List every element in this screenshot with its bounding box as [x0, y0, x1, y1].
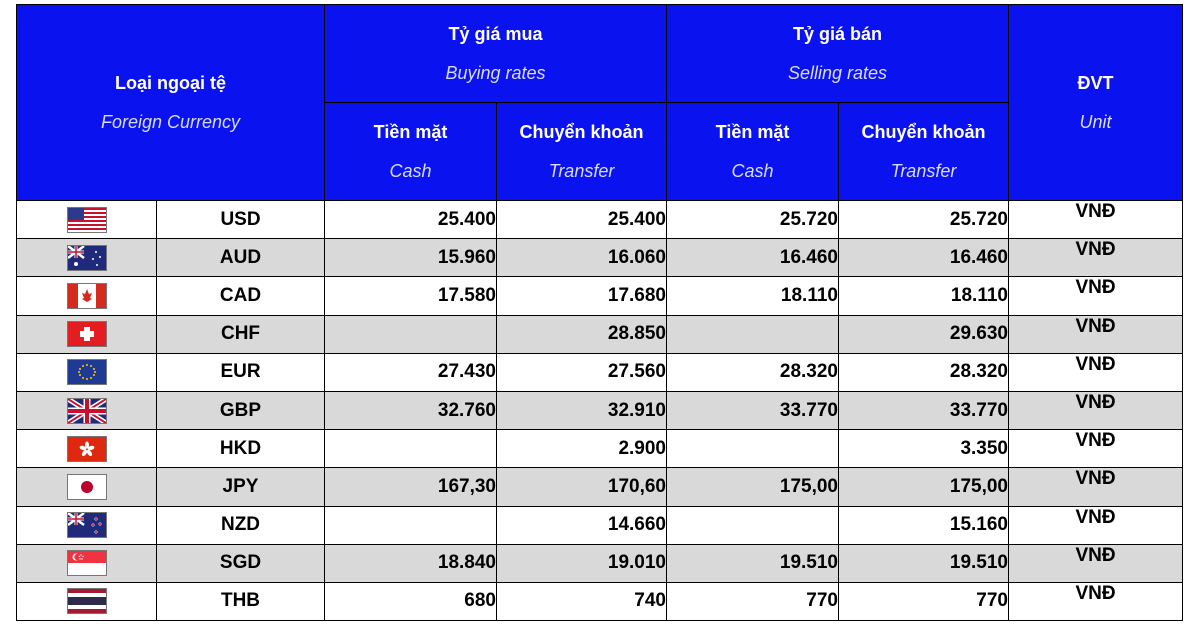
- sell-transfer-en: Transfer: [890, 160, 957, 181]
- sell-transfer-value: 770: [839, 582, 1009, 620]
- selling-rates-header: [667, 5, 1009, 103]
- table-row: [17, 468, 1183, 506]
- buy-transfer-value: 740: [497, 582, 667, 620]
- sell-cash-value: 33.770: [667, 391, 839, 429]
- unit-value: VNĐ: [1009, 582, 1183, 620]
- unit-value: VNĐ: [1009, 468, 1183, 506]
- currency-code: CAD: [157, 277, 325, 315]
- table-row: [17, 391, 1183, 429]
- sell-transfer-vi: Chuyển khoản: [861, 121, 986, 142]
- buy-transfer-value: 25.400: [497, 201, 667, 239]
- unit-value: VNĐ: [1009, 353, 1183, 391]
- sell-cash-vi: Tiền mặt: [715, 121, 790, 142]
- currency-code: USD: [157, 201, 325, 239]
- buy-cash-vi: Tiền mặt: [373, 121, 448, 142]
- unit-header: [1009, 5, 1183, 201]
- buy-cash-header: [325, 103, 497, 201]
- currency-header-vi: Loại ngoại tệ: [114, 72, 226, 93]
- buy-cash-value: [325, 506, 497, 544]
- buy-cash-value: 18.840: [325, 544, 497, 582]
- ca-flag-icon: [67, 283, 107, 309]
- sell-cash-en: Cash: [731, 160, 774, 181]
- table-row: [17, 315, 1183, 353]
- buy-cash-value: [325, 430, 497, 468]
- sell-cash-value: 25.720: [667, 201, 839, 239]
- buy-cash-value: 32.760: [325, 391, 497, 429]
- buy-transfer-en: Transfer: [548, 160, 615, 181]
- currency-code: EUR: [157, 353, 325, 391]
- table-row: [17, 430, 1183, 468]
- sg-flag-icon: [67, 550, 107, 576]
- buy-transfer-vi: Chuyển khoản: [519, 121, 644, 142]
- currency-code: SGD: [157, 544, 325, 582]
- table-row: [17, 239, 1183, 277]
- exchange-rate-table: [16, 4, 1183, 621]
- unit-header-vi: ĐVT: [1077, 72, 1114, 93]
- currency-code: AUD: [157, 239, 325, 277]
- unit-value: VNĐ: [1009, 391, 1183, 429]
- table-row: [17, 277, 1183, 315]
- table-row: [17, 506, 1183, 544]
- buy-transfer-value: 170,60: [497, 468, 667, 506]
- sell-transfer-value: 15.160: [839, 506, 1009, 544]
- currency-code: CHF: [157, 315, 325, 353]
- table-body: [17, 201, 1183, 621]
- sell-transfer-value: 29.630: [839, 315, 1009, 353]
- buy-transfer-value: 19.010: [497, 544, 667, 582]
- table-row: [17, 544, 1183, 582]
- sell-transfer-value: 25.720: [839, 201, 1009, 239]
- buying-rates-en: Buying rates: [445, 62, 546, 83]
- jp-flag-icon: [67, 474, 107, 500]
- currency-header: [17, 5, 325, 201]
- buy-cash-value: 167,30: [325, 468, 497, 506]
- sell-cash-value: 16.460: [667, 239, 839, 277]
- currency-header-en: Foreign Currency: [100, 111, 241, 132]
- unit-value: VNĐ: [1009, 315, 1183, 353]
- buy-transfer-value: 32.910: [497, 391, 667, 429]
- sell-transfer-header: [839, 103, 1009, 201]
- unit-header-en: Unit: [1079, 111, 1112, 132]
- selling-rates-en: Selling rates: [787, 62, 888, 83]
- buy-transfer-value: 17.680: [497, 277, 667, 315]
- unit-value: VNĐ: [1009, 544, 1183, 582]
- buying-rates-header: [325, 5, 667, 103]
- buying-rates-vi: Tỷ giá mua: [448, 23, 543, 44]
- currency-code: NZD: [157, 506, 325, 544]
- sell-transfer-value: 175,00: [839, 468, 1009, 506]
- buy-transfer-value: 28.850: [497, 315, 667, 353]
- sell-cash-value: [667, 315, 839, 353]
- unit-value: VNĐ: [1009, 430, 1183, 468]
- currency-code: JPY: [157, 468, 325, 506]
- unit-value: VNĐ: [1009, 506, 1183, 544]
- nz-flag-icon: [67, 512, 107, 538]
- selling-rates-vi: Tỷ giá bán: [792, 23, 882, 44]
- unit-value: VNĐ: [1009, 277, 1183, 315]
- table-row: [17, 353, 1183, 391]
- buy-cash-value: 27.430: [325, 353, 497, 391]
- table-header: [17, 5, 1183, 201]
- hk-flag-icon: [67, 436, 107, 462]
- sell-cash-value: 770: [667, 582, 839, 620]
- au-flag-icon: [67, 245, 107, 271]
- sell-cash-header: [667, 103, 839, 201]
- sell-transfer-value: 3.350: [839, 430, 1009, 468]
- buy-cash-value: 17.580: [325, 277, 497, 315]
- sell-transfer-value: 16.460: [839, 239, 1009, 277]
- unit-value: VNĐ: [1009, 201, 1183, 239]
- buy-transfer-value: 2.900: [497, 430, 667, 468]
- sell-cash-value: 175,00: [667, 468, 839, 506]
- ch-flag-icon: [67, 321, 107, 347]
- buy-cash-en: Cash: [389, 160, 432, 181]
- eu-flag-icon: [67, 359, 107, 385]
- currency-code: HKD: [157, 430, 325, 468]
- currency-code: GBP: [157, 391, 325, 429]
- us-flag-icon: [67, 207, 107, 233]
- sell-transfer-value: 33.770: [839, 391, 1009, 429]
- sell-transfer-value: 19.510: [839, 544, 1009, 582]
- buy-transfer-value: 16.060: [497, 239, 667, 277]
- sell-transfer-value: 18.110: [839, 277, 1009, 315]
- unit-value: VNĐ: [1009, 239, 1183, 277]
- buy-transfer-header: [497, 103, 667, 201]
- buy-transfer-value: 14.660: [497, 506, 667, 544]
- buy-transfer-value: 27.560: [497, 353, 667, 391]
- sell-cash-value: 18.110: [667, 277, 839, 315]
- currency-code: THB: [157, 582, 325, 620]
- buy-cash-value: 15.960: [325, 239, 497, 277]
- buy-cash-value: 680: [325, 582, 497, 620]
- buy-cash-value: [325, 315, 497, 353]
- sell-cash-value: 28.320: [667, 353, 839, 391]
- sell-cash-value: 19.510: [667, 544, 839, 582]
- th-flag-icon: [67, 588, 107, 614]
- buy-cash-value: 25.400: [325, 201, 497, 239]
- gb-flag-icon: [67, 398, 107, 424]
- sell-transfer-value: 28.320: [839, 353, 1009, 391]
- sell-cash-value: [667, 430, 839, 468]
- table-row: [17, 201, 1183, 239]
- sell-cash-value: [667, 506, 839, 544]
- table-row: [17, 582, 1183, 620]
